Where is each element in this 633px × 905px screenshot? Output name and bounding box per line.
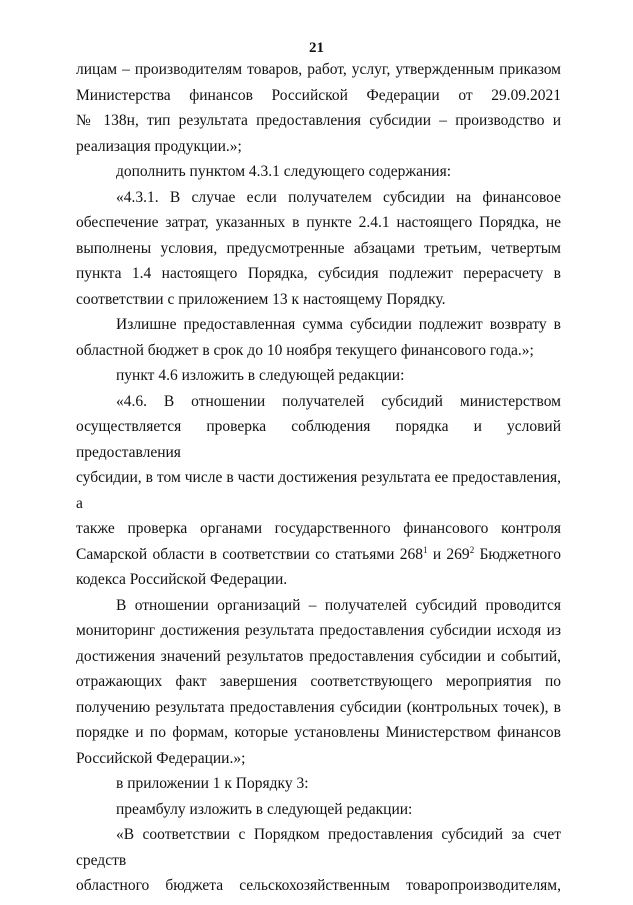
document-body [76,57,561,899]
text-line: Излишне предоставленная сумма субсидии подлежит возврату в [116,316,561,333]
text-line: мониторинг достижения результата предоставления субсидии исходя из [76,622,561,639]
text-line: дополнить пунктом 4.3.1 следующего содержания: [116,163,451,180]
page-number: 21 [309,40,324,56]
text-line: выполнены условия, предусмотренные абзацами третьим, четвертым [76,239,561,257]
text-line-with-superscripts [76,542,561,568]
text-line: лицам – производителям товаров, работ, услуг, утвержденным приказом [76,61,561,78]
text-line: соответствии с приложением 13 к настоящему Порядку. [76,290,446,308]
text-line: «4.3.1. В случае если получателем субсидии на финансовое [116,188,561,206]
text-line: осуществляется проверка соблюдения порядка и условий предоставления [76,418,561,461]
text-line: областной бюджет в срок до 10 ноября текущего финансового года.»; [76,341,534,359]
text-line: также проверка органами государственного финансового контроля [76,520,561,537]
text-line: № 138н, тип результата предоставления субсидии – производство и [76,112,561,129]
text-line: «4.6. В отношении получателей субсидий министерством [116,392,561,410]
superscript: 2 [469,544,475,555]
text-line: достижения значений результатов предоставления субсидии и событий, [76,647,561,665]
text-fragment: и 269 [427,545,470,563]
text-line: отражающих факт завершения соответствующего мероприятия по [76,673,561,690]
text-line: Министерства финансов Российской Федерации от 29.09.2021 [76,86,561,104]
text-fragment: Бюджетного [474,545,561,563]
text-line: в приложении 1 к Порядку 3: [116,775,309,792]
text-line: пункт 4.6 изложить в следующей редакции: [116,367,405,384]
text-fragment: Самарской области в соответствии со статьями 268 [76,545,424,563]
text-line: пункта 1.4 настоящего Порядка, субсидия подлежит перерасчету в [76,265,561,282]
text-line: В отношении организаций – получателей субсидий проводится [116,596,561,614]
text-line: «В соответствии с Порядком предоставления субсидий за счет средств [76,826,561,869]
text-line: обеспечение затрат, указанных в пункте 2.4.1 настоящего Порядка, не [76,214,561,231]
text-line: субсидии, в том числе в части достижения результата ее предоставления, а [76,469,561,512]
text-line: преамбулу изложить в следующей редакции: [116,800,413,818]
text-line: порядке и по формам, которые установлены Министерством финансов [76,724,561,741]
text-line: областного бюджета сельскохозяйственным товаропроизводителям, [76,877,561,894]
text-line: получению результата предоставления субсидии (контрольных точек), в [76,698,561,716]
text-line: кодекса Российской Федерации. [76,571,288,588]
text-line: реализация продукции.»; [76,137,242,155]
superscript: 1 [423,544,428,555]
text-line: Российской Федерации.»; [76,749,246,767]
